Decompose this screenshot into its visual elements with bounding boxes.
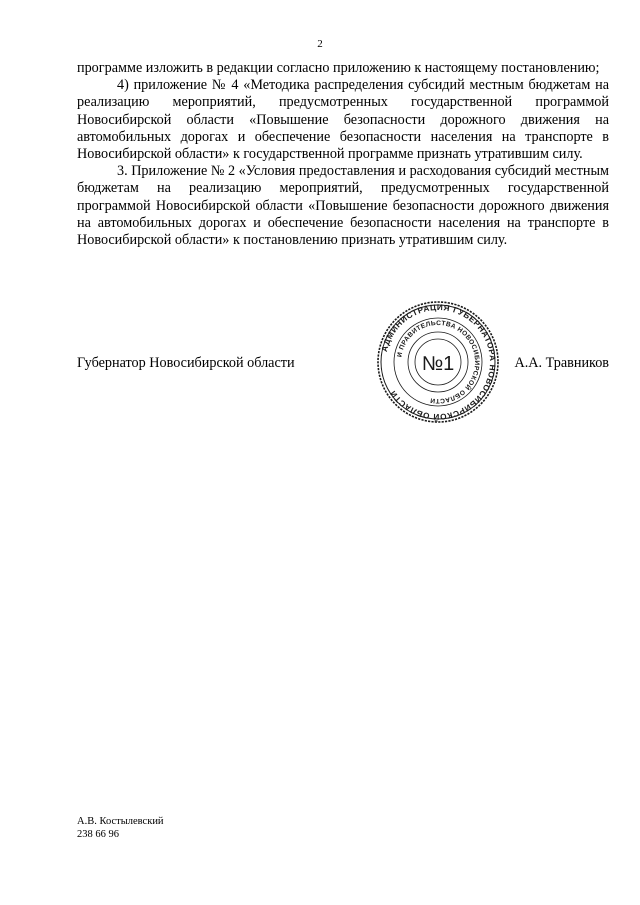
official-seal [376,300,500,424]
paragraph-item-4: 4) приложение № 4 «Методика распределения субсидий местным бюджетам на реализацию мероприятий, предусмотренных государственной программой Новосибирской области «Повышение безопасности дорожного движения на автомобильных дорогах и обеспечение безопасности населения на транспорте в Новосибирской области» к государственной программе признать утратившим силу. [77,77,609,163]
executor-footer [77,815,164,841]
seal-center-text: №1 [421,353,455,375]
paragraph-continuation: программе изложить в редакции согласно приложению к настоящему постановлению; [77,60,600,76]
signature-block [77,355,609,375]
seal-outer-text: АДМИНИСТРАЦИЯ ГУБЕРНАТОРА НОВОСИБИРСКОЙ ОБЛАСТИ [380,302,498,422]
executor-phone: 238 66 96 [77,829,119,840]
seal-inner-text: И ПРАВИТЕЛЬСТВА НОВОСИБИРСКОЙ ОБЛАСТИ [396,319,481,405]
executor-name: А.В. Костылевский [77,816,164,827]
signatory-title: Губернатор Новосибирской области [77,355,295,371]
signatory-name: А.А. Травников [514,355,609,371]
paragraph-item-3: 3. Приложение № 2 «Условия предоставления и расходования субсидий местным бюджетам на реализацию мероприятий, предусмотренных государственной программой Новосибирской области «Повышение безопасности дорожного движения на автомобильных дорогах и обеспечение безопасности населения на транспорте в Новосибирской области» к постановлению признать утратившим силу. [77,163,610,249]
document-body [77,60,609,249]
page-number: 2 [317,38,323,50]
